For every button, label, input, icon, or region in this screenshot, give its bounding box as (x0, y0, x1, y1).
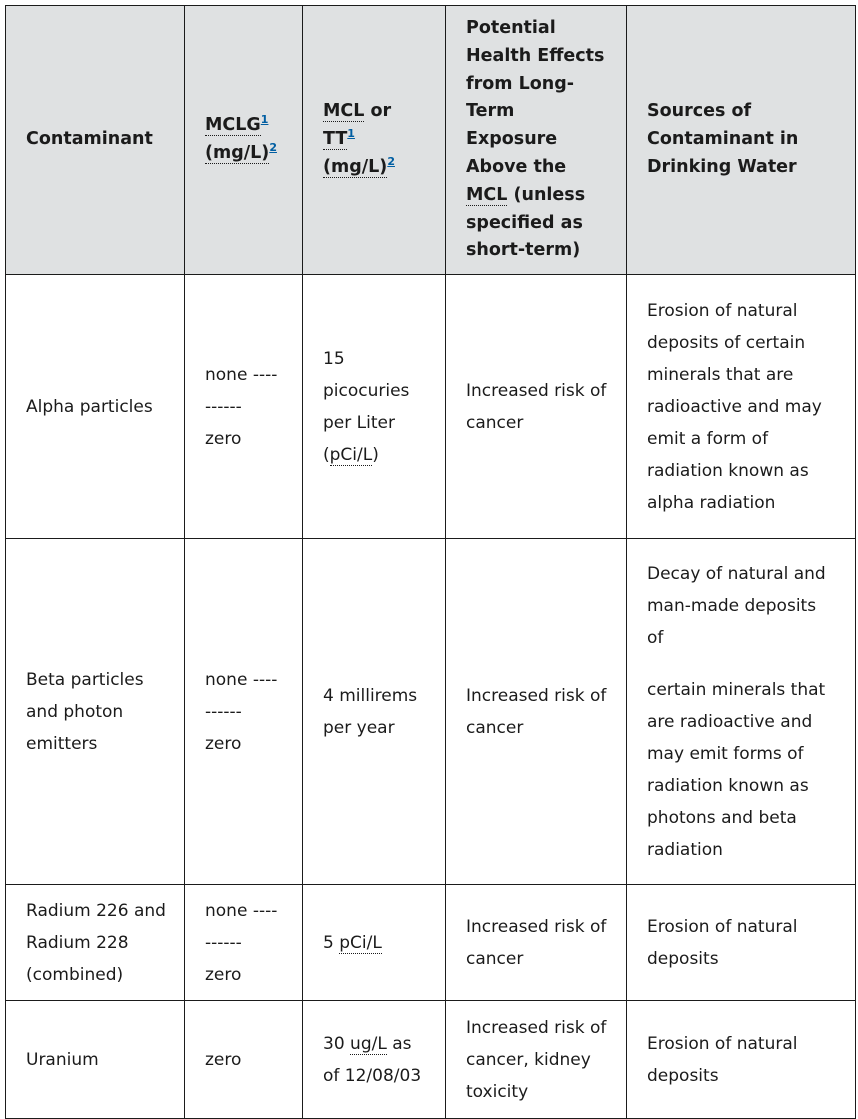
cell-contaminant: Uranium (6, 1001, 185, 1119)
header-sources: Sources of Contaminant in Drinking Water (627, 6, 856, 275)
cell-contaminant: Beta particles and photon emitters (6, 539, 185, 885)
cell-mcl: 30 ug/L as of 12/08/03 (303, 1001, 446, 1119)
cell-sources: Erosion of natural deposits (627, 1001, 856, 1119)
cell-mcl: 15 picocuries per Liter (pCi/L) (303, 275, 446, 539)
pci-abbr: pCi/L (329, 444, 373, 465)
mcl-abbr: MCL (323, 101, 365, 122)
mclg-unit: (mg/L) (205, 143, 270, 164)
footnote-2-link[interactable]: 2 (269, 141, 277, 155)
mcl-abbr: MCL (466, 184, 508, 205)
cell-health-effects: Increased risk of cancer (446, 539, 627, 885)
pci-abbr: pCi/L (339, 932, 382, 953)
cell-mclg: none ---- ------ zero (185, 885, 303, 1001)
table-row (6, 885, 856, 1001)
header-contaminant: Contaminant (6, 6, 185, 275)
header-mcl-or-tt: MCL or TT$^1$ (mg/L)$^2$ (303, 6, 446, 275)
footnote-2-link[interactable]: 2 (387, 155, 395, 169)
cell-contaminant: Radium 226 and Radium 228 (combined) (6, 885, 185, 1001)
mclg-abbr: MCLG (205, 115, 261, 136)
cell-sources: Decay of natural and man-made deposits of certain minerals that are radioactive and may emit forms of radiation known as photons and beta radiation (627, 539, 856, 885)
cell-contaminant: Alpha particles (6, 275, 185, 539)
cell-mclg: zero (185, 1001, 303, 1119)
footnote-1-link[interactable]: 1 (347, 127, 355, 141)
mcl-unit: (mg/L) (323, 156, 388, 177)
radionuclides-table (5, 5, 856, 1119)
cell-mcl: 5 pCi/L (303, 885, 446, 1001)
cell-mclg: none ---- ------ zero (185, 275, 303, 539)
header-health-effects: Potential Health Effects from Long-Term Exposure Above the MCL (unless specified as short-term) (446, 6, 627, 275)
cell-mclg: none ---- ------ zero (185, 539, 303, 885)
header-mclg (185, 6, 303, 275)
cell-health-effects: Increased risk of cancer (446, 885, 627, 1001)
cell-health-effects: Increased risk of cancer (446, 275, 627, 539)
cell-mcl: 4 millirems per year (303, 539, 446, 885)
ugl-abbr: ug/L (350, 1033, 387, 1054)
table-row (6, 1001, 856, 1119)
cell-sources: Erosion of natural deposits of certain minerals that are radioactive and may emit a form of radiation known as alpha radiation (627, 275, 856, 539)
footnote-1-link[interactable]: 1 (260, 113, 269, 127)
cell-health-effects: Increased risk of cancer, kidney toxicity (446, 1001, 627, 1119)
table-row (6, 539, 856, 885)
table-header-row (6, 6, 856, 275)
table-row (6, 275, 856, 539)
tt-abbr: TT (323, 129, 348, 150)
cell-sources: Erosion of natural deposits (627, 885, 856, 1001)
